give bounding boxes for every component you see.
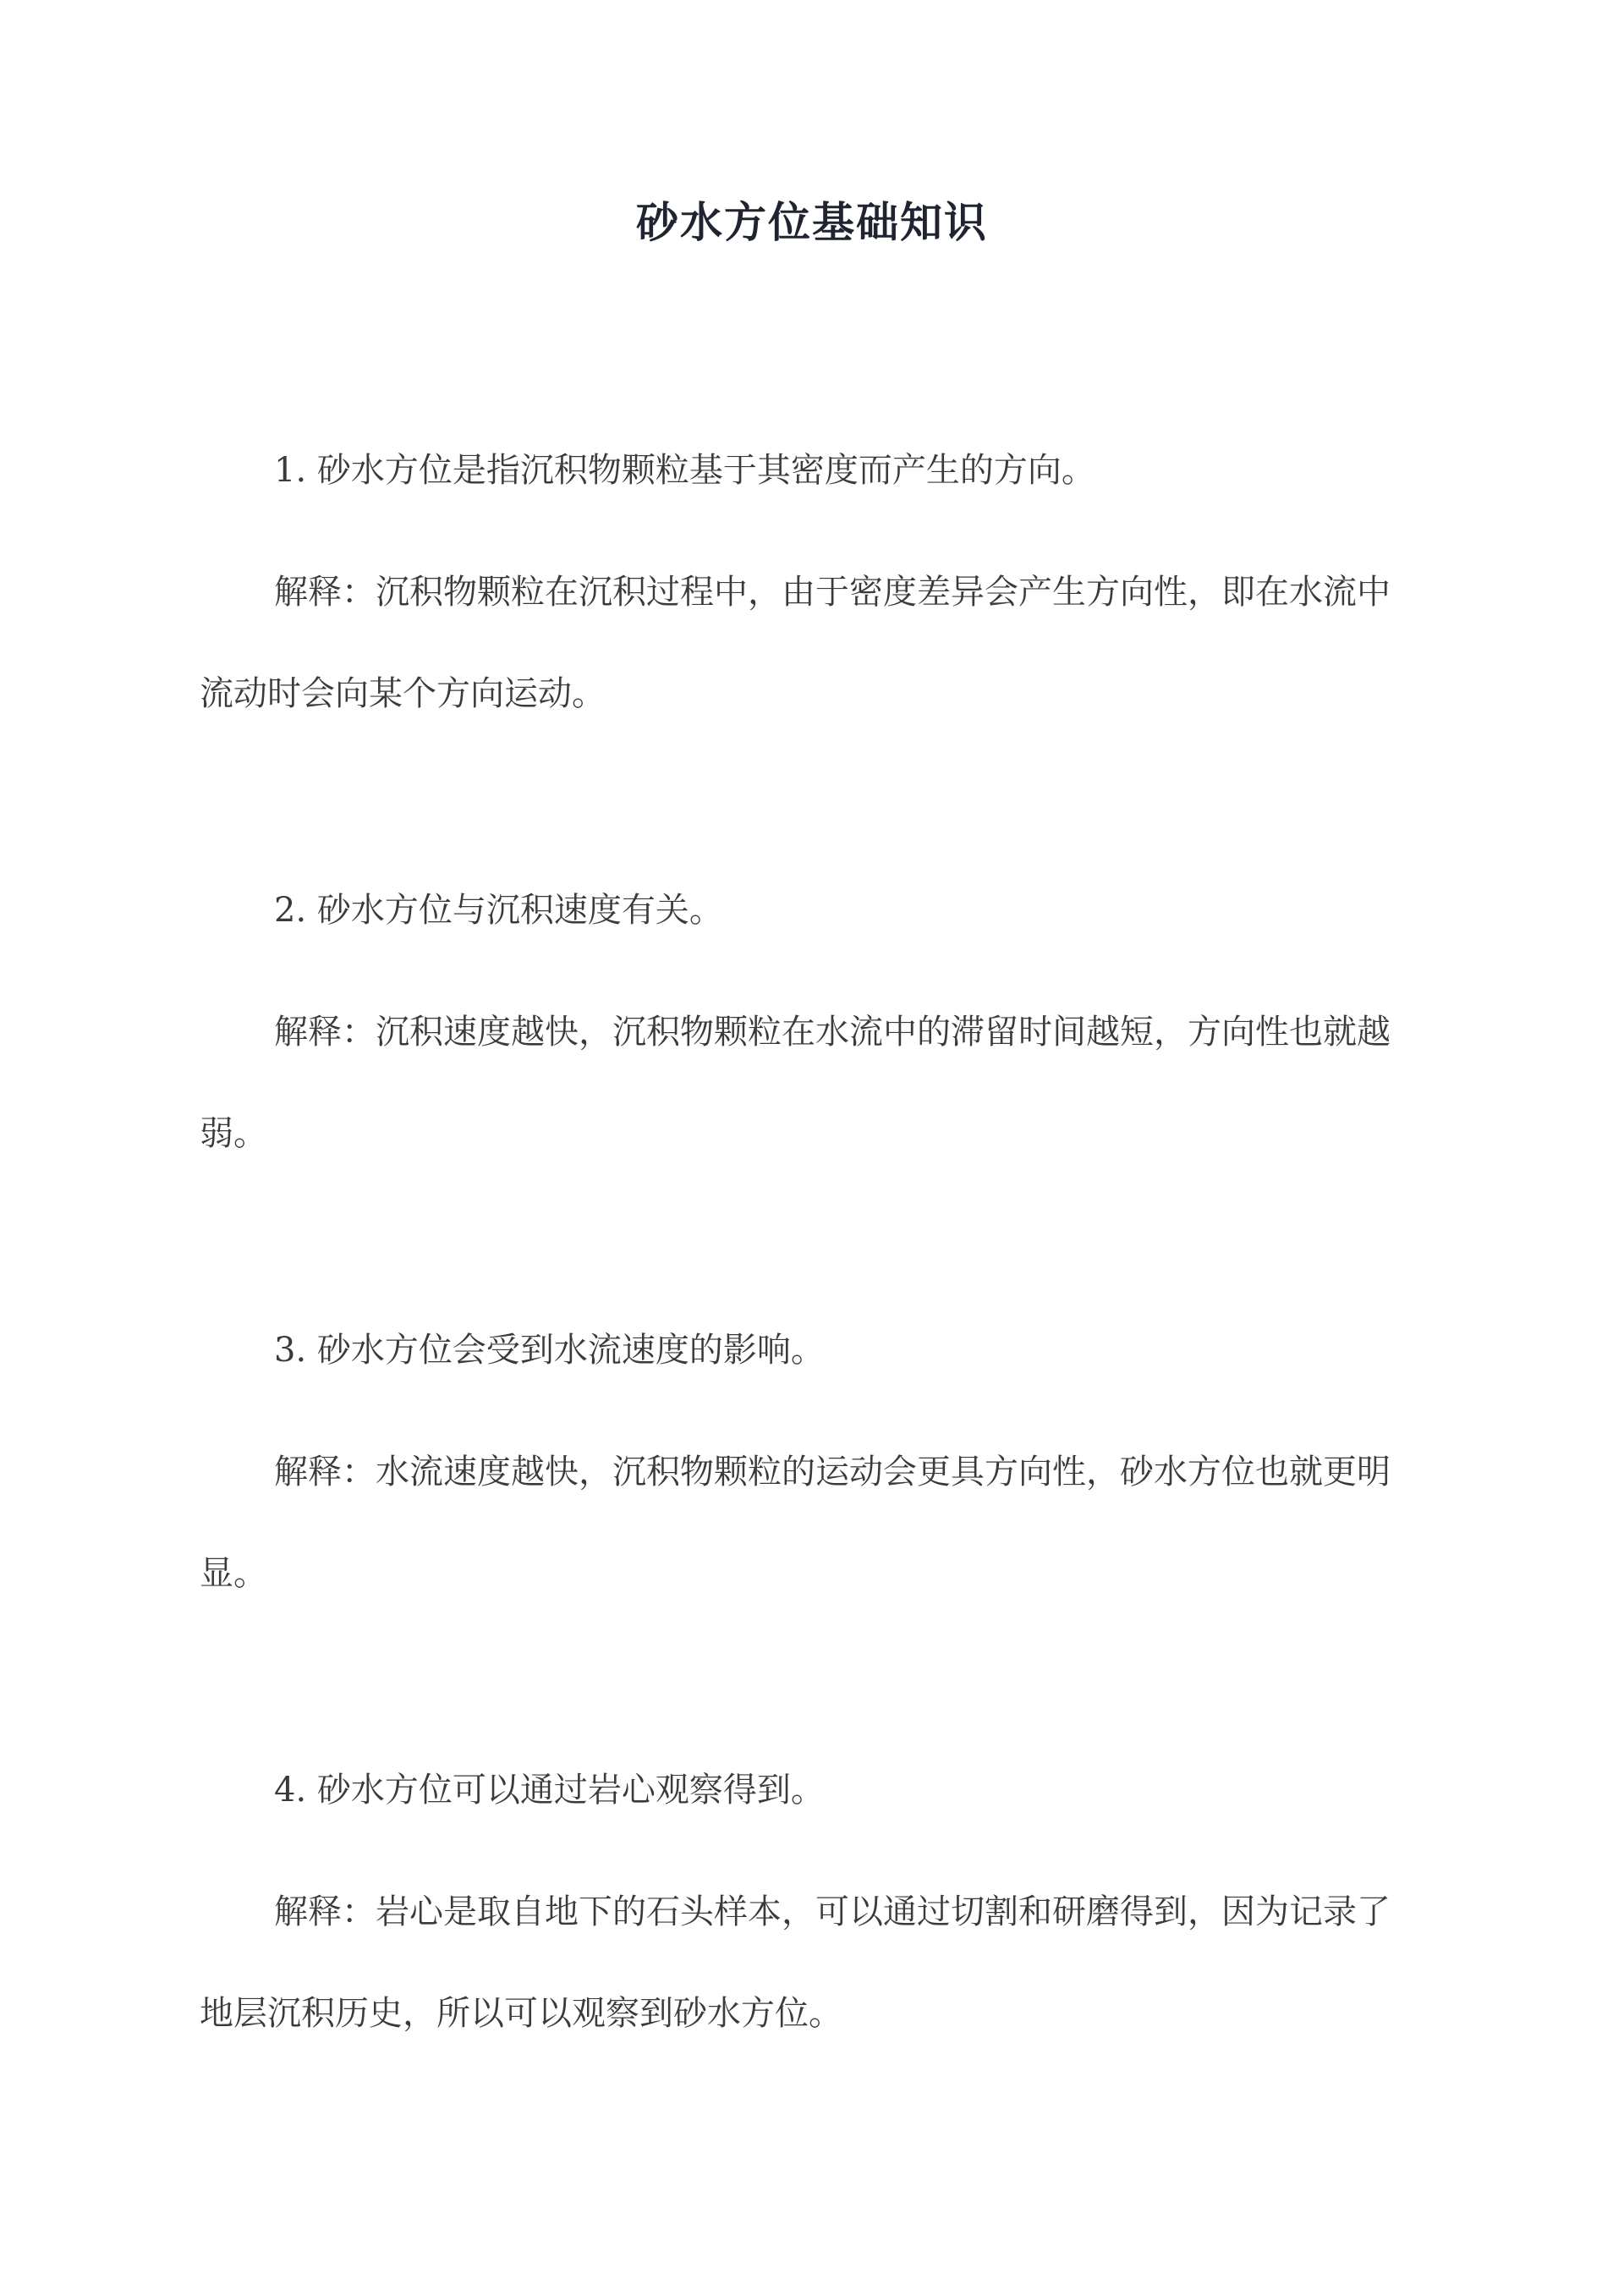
point-4: 4. 砂水方位可以通过岩心观察得到。	[274, 1771, 825, 1810]
explanation-3: 解释：水流速度越快，沉积物颗粒的运动会更具方向性，砂水方位也就更明显。	[200, 1453, 1391, 1593]
point-2: 2. 砂水方位与沉积速度有关。	[274, 891, 723, 930]
point-1: 1. 砂水方位是指沉积物颗粒基于其密度而产生的方向。	[274, 451, 1095, 490]
explanation-2: 解释：沉积速度越快，沉积物颗粒在水流中的滞留时间越短，方向性也就越弱。	[200, 1013, 1391, 1153]
explanation-4: 解释：岩心是取自地下的石头样本，可以通过切割和研磨得到，因为记录了地层沉积历史，所以可以观察到砂水方位。	[200, 1892, 1391, 2033]
explanation-1: 解释：沉积物颗粒在沉积过程中，由于密度差异会产生方向性，即在水流中流动时会向某个方向运动。	[200, 573, 1391, 713]
page-title: 砂水方位基础知识	[636, 197, 988, 247]
point-3: 3. 砂水方位会受到水流速度的影响。	[274, 1331, 825, 1370]
